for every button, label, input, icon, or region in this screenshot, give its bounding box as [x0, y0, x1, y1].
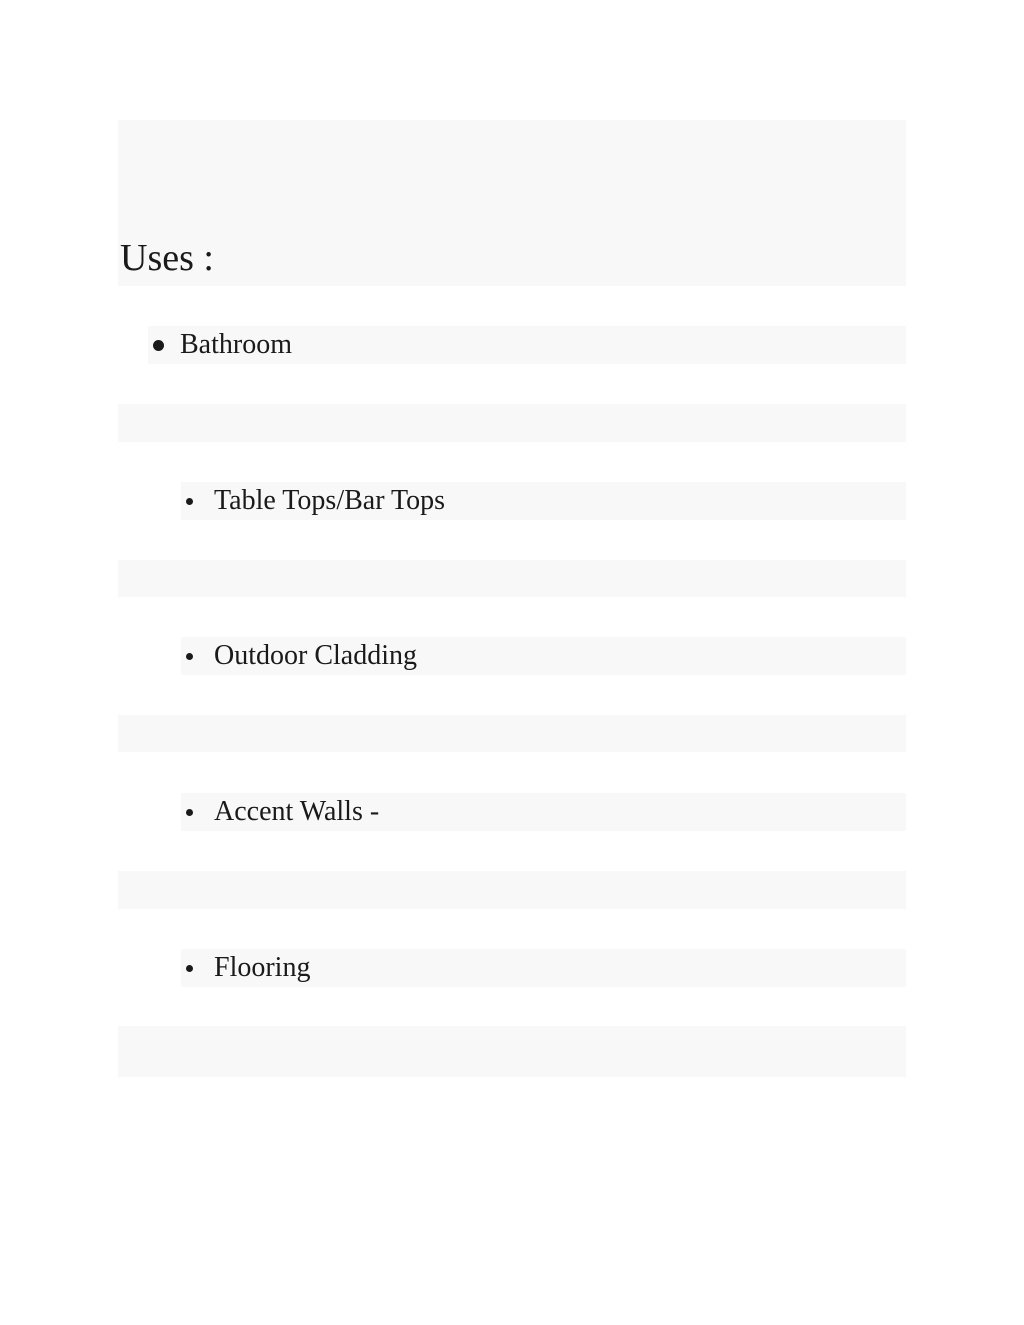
list-item-label: Outdoor Cladding	[214, 640, 417, 671]
list-item-accent-walls	[181, 793, 906, 831]
bullet-icon	[186, 653, 193, 660]
spacer-band	[118, 404, 906, 442]
list-item-label: Flooring	[214, 952, 311, 983]
spacer-band	[118, 1026, 906, 1077]
list-item-outdoor-cladding	[181, 637, 906, 675]
list-item-label: Bathroom	[180, 329, 292, 360]
list-item-table-tops	[181, 482, 906, 520]
bullet-icon	[186, 498, 193, 505]
list-item-label: Table Tops/Bar Tops	[214, 485, 446, 516]
spacer-band	[118, 715, 906, 752]
spacer-band	[118, 871, 906, 909]
bullet-icon	[186, 809, 193, 816]
bullet-icon	[186, 965, 193, 972]
list-item-flooring	[181, 949, 906, 987]
page-heading: Uses :	[120, 237, 214, 279]
list-item-label: Accent Walls -	[214, 796, 380, 827]
heading-block	[118, 120, 906, 286]
list-item-bathroom	[148, 326, 906, 364]
spacer-band	[118, 560, 906, 597]
bullet-icon	[153, 340, 164, 351]
